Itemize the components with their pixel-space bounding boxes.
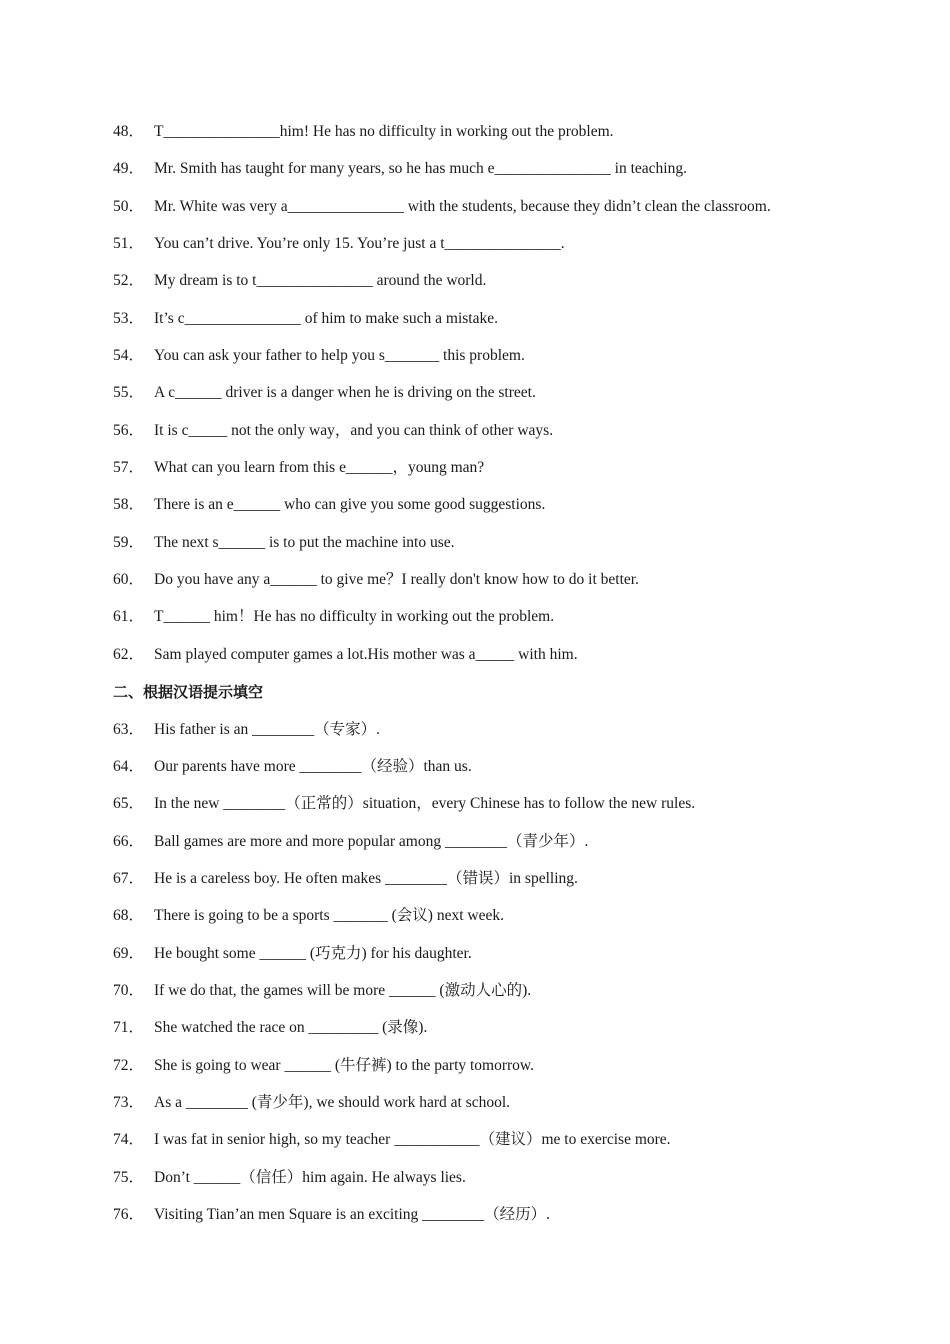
question-number: 74． [113,1131,145,1149]
question-71 [113,1016,913,1053]
question-62 [113,643,913,680]
question-53 [113,307,913,344]
question-number: 67． [113,869,145,887]
question-63 [113,718,913,755]
question-text: It is c_____ not the only way，and you can think of other ways. [154,421,554,439]
question-number: 48． [113,123,145,140]
question-text: He is a careless boy. He often makes ________（错误）in spelling. [154,869,578,887]
question-59 [113,531,913,568]
question-text: What can you learn from this e______，young man? [154,459,485,477]
question-number: 72． [113,1056,145,1074]
question-number: 54． [113,347,145,365]
question-text: In the new ________（正常的）situation，every Chinese has to follow the new rules. [154,795,696,813]
question-text: Ball games are more and more popular among ________（青少年）. [154,832,589,850]
question-number: 70． [113,981,145,999]
question-text: Mr. Smith has taught for many years, so he has much e_______________ in teaching. [154,160,687,178]
question-number: 64． [113,757,145,775]
question-55 [113,381,913,418]
question-number: 51． [113,235,145,253]
question-66 [113,830,913,867]
question-number: 65． [113,795,145,813]
question-text: Do you have any a______ to give me？I really don't know how to do it better. [154,571,639,589]
question-text: You can ask your father to help you s_______ this problem. [154,347,525,365]
question-text: I was fat in senior high, so my teacher ___________（建议）me to exercise more. [154,1131,671,1149]
question-text: The next s______ is to put the machine into use. [154,533,455,551]
question-56 [113,419,913,456]
question-text: T_______________him! He has no difficulty in working out the problem. [154,123,614,140]
question-54 [113,344,913,381]
question-61 [113,605,913,642]
question-57 [113,456,913,493]
question-64 [113,755,913,792]
question-68 [113,904,913,941]
question-58 [113,493,913,530]
question-text: There is going to be a sports _______ (会议) next week. [154,907,504,925]
question-text: Don’t ______（信任）him again. He always lies. [154,1168,466,1186]
question-text: Mr. White was very a_______________ with the students, because they didn’t clean the classroom. [154,197,771,215]
question-number: 63． [113,720,145,738]
question-number: 69． [113,944,145,962]
question-number: 76． [113,1205,145,1223]
question-number: 53． [113,309,145,327]
question-70 [113,979,913,1016]
question-51 [113,232,913,269]
question-text: Sam played computer games a lot.His mother was a_____ with him. [154,645,578,663]
question-number: 61． [113,608,145,626]
question-50 [113,195,913,232]
question-73 [113,1091,913,1128]
question-number: 73． [113,1093,145,1111]
question-60 [113,568,913,605]
question-text: T______ him！He has no difficulty in working out the problem. [154,608,555,626]
question-74 [113,1128,913,1165]
question-number: 60． [113,571,145,589]
question-number: 57． [113,459,145,477]
question-65 [113,792,913,829]
question-number: 52． [113,272,145,290]
question-text: His father is an ________（专家）. [154,720,381,738]
question-number: 66． [113,832,145,850]
exercise-list [113,120,913,1240]
question-69 [113,942,913,979]
question-number: 68． [113,907,145,925]
question-text: My dream is to t_______________ around the world. [154,272,487,290]
question-number: 62． [113,645,145,663]
question-text: It’s c_______________ of him to make such a mistake. [154,309,498,327]
question-number: 55． [113,384,145,402]
question-49 [113,157,913,194]
question-text: Our parents have more ________（经验）than us. [154,757,472,775]
question-number: 71． [113,1019,145,1037]
question-number: 59． [113,533,145,551]
question-text: As a ________ (青少年), we should work hard at school. [154,1093,511,1111]
question-text: She watched the race on _________ (录像). [154,1019,428,1037]
question-number: 75． [113,1168,145,1186]
question-text: If we do that, the games will be more ______ (激动人心的). [154,981,532,999]
question-76 [113,1203,913,1240]
question-text: There is an e______ who can give you some good suggestions. [154,496,546,514]
question-number: 50． [113,197,145,215]
question-text: She is going to wear ______ (牛仔裤) to the party tomorrow. [154,1056,534,1074]
question-72 [113,1054,913,1091]
question-text: A c______ driver is a danger when he is driving on the street. [154,384,536,402]
question-text: He bought some ______ (巧克力) for his daughter. [154,944,472,962]
question-75 [113,1166,913,1203]
question-text: Visiting Tian’an men Square is an exciting ________（经历）. [154,1205,551,1223]
question-number: 49． [113,160,145,178]
question-52 [113,269,913,306]
question-67 [113,867,913,904]
section-heading: 二、根据汉语提示填空 [113,683,264,702]
question-number: 56． [113,421,145,439]
question-text: You can’t drive. You’re only 15. You’re just a t_______________. [154,235,565,253]
question-48 [113,120,913,157]
question-number: 58． [113,496,145,514]
